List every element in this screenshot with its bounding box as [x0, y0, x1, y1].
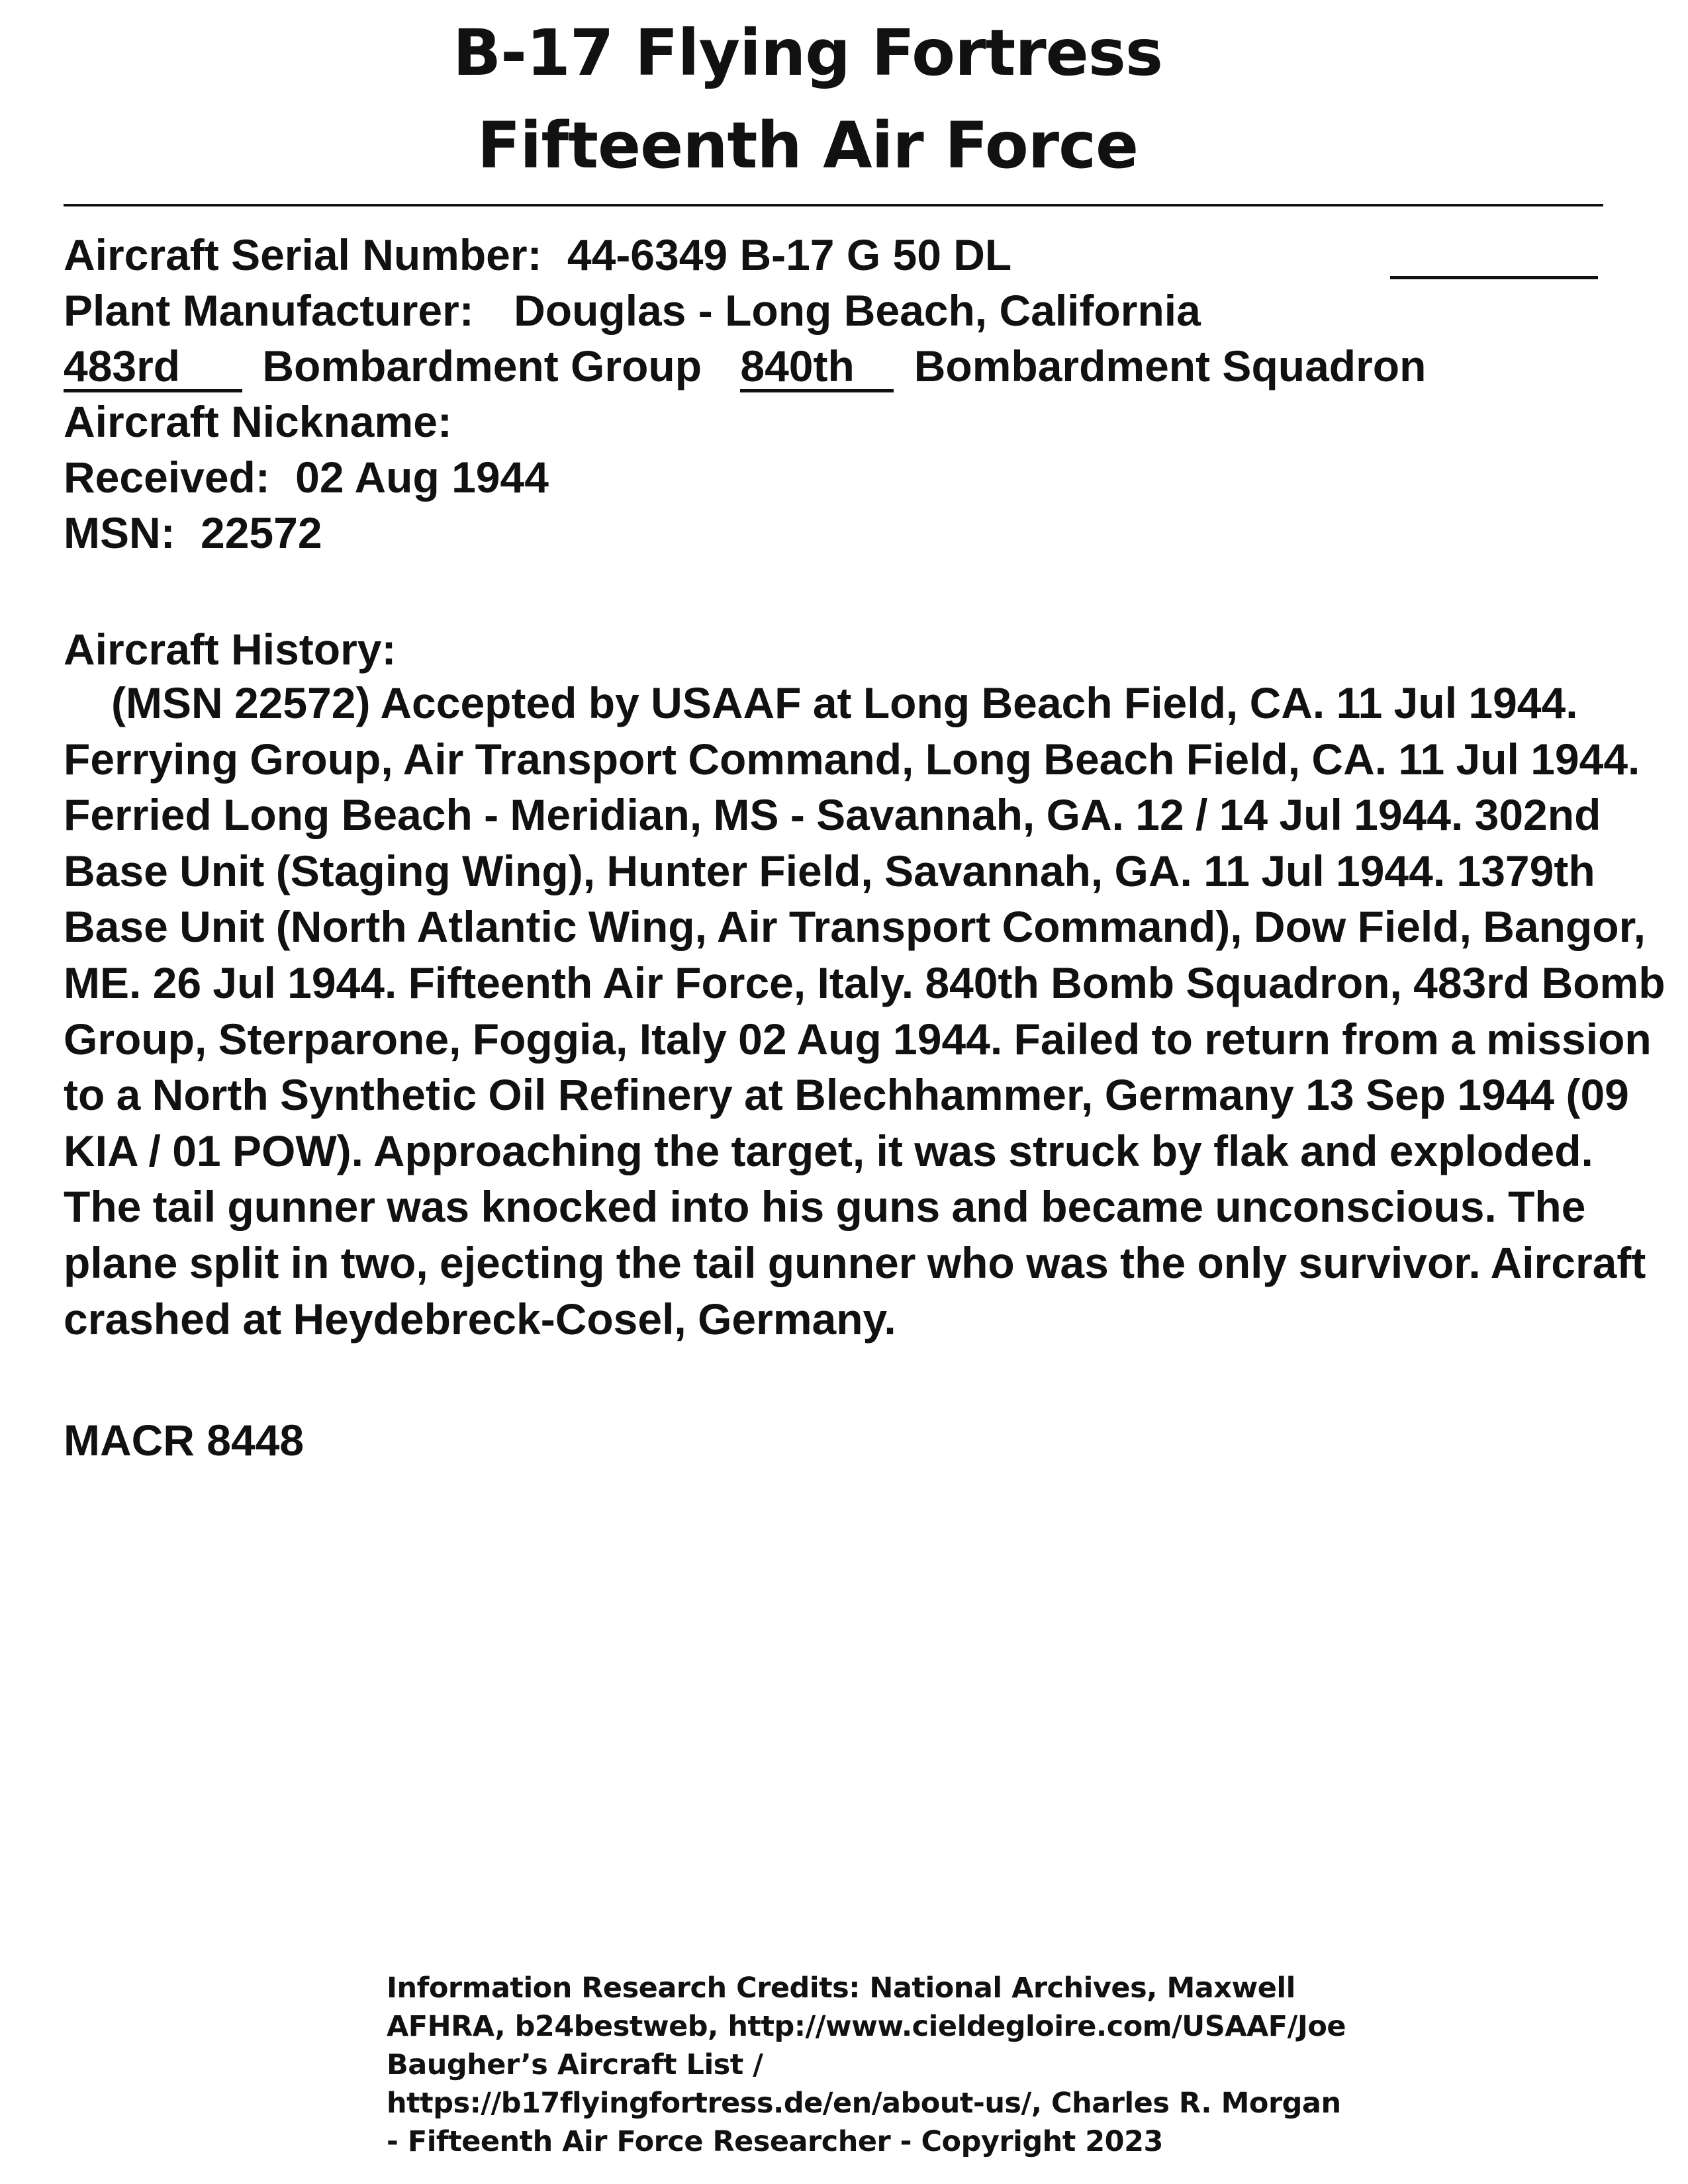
macr-number: MACR 8448	[64, 1416, 305, 1465]
research-credits: Information Research Credits: National Archives, Maxwell AFHRA, b24bestweb, http://www.cieldegloire.com/USAAF/Joe Baugher’s Aircraft List / https://b17flyingfortress.de/en/about-us/, Charles R. Morgan - Fifteenth Air Force Researcher - Copyright 2023	[387, 1972, 1346, 2158]
squadron-number: 840th	[740, 344, 894, 392]
msn-label: MSN:	[64, 508, 175, 557]
received-value: 02 Aug 1944	[295, 453, 549, 502]
header-divider	[64, 204, 1603, 206]
manufacturer-label: Plant Manufacturer:	[64, 286, 474, 335]
nickname-row	[64, 397, 465, 446]
history-text: (MSN 22572) Accepted by USAAF at Long Beach Field, CA. 11 Jul 1944. Ferrying Group, Air Transport Command, Long Beach Field, CA. 11 Jul 1944. Ferried Long Beach - Meridian, MS - Savannah, GA. 12 / 14 Jul 1944. 302nd Base Unit (Staging Wing), Hunter Field, Savannah, GA. 11 Jul 1944. 1379th Base Unit (North Atlantic Wing, Air Transport Command), Dow Field, Bangor, ME. 26 Jul 1944. Fifteenth Air Force, Italy. 840th Bomb Squadron, 483rd Bomb Group, Sterparone, Foggia, Italy 02 Aug 1944. Failed to return from a mission to a North Synthetic Oil Refinery at Blechhammer, Germany 13 Sep 1944 (09 KIA / 01 POW). Approaching the target, it was struck by flak and exploded. The tail gunner was knocked into his guns and became unconscious. The plane split in two, ejecting the tail gunner who was the only survivor. Aircraft crashed at Heydebreck-Cosel, Germany.	[64, 678, 1665, 1343]
serial-blank-line	[1390, 276, 1598, 279]
msn-row	[64, 508, 322, 557]
title-line-1: B-17 Flying Fortress	[452, 16, 1163, 90]
history-heading: Aircraft History:	[64, 625, 397, 674]
received-label: Received:	[64, 453, 270, 502]
manufacturer-value: Douglas - Long Beach, California	[514, 286, 1201, 335]
title-line-2: Fifteenth Air Force	[477, 109, 1139, 183]
group-number: 483rd	[64, 344, 242, 392]
nickname-label: Aircraft Nickname:	[64, 397, 452, 446]
group-label: Bombardment Group	[262, 341, 702, 390]
unit-row	[64, 341, 1427, 392]
manufacturer-row	[64, 286, 1201, 335]
msn-value: 22572	[201, 508, 322, 557]
received-row	[64, 453, 549, 502]
squadron-label: Bombardment Squadron	[914, 341, 1427, 390]
serial-number-value: 44-6349 B-17 G 50 DL	[567, 230, 1012, 279]
serial-number-label: Aircraft Serial Number:	[64, 230, 542, 279]
serial-number-row	[64, 230, 1012, 279]
